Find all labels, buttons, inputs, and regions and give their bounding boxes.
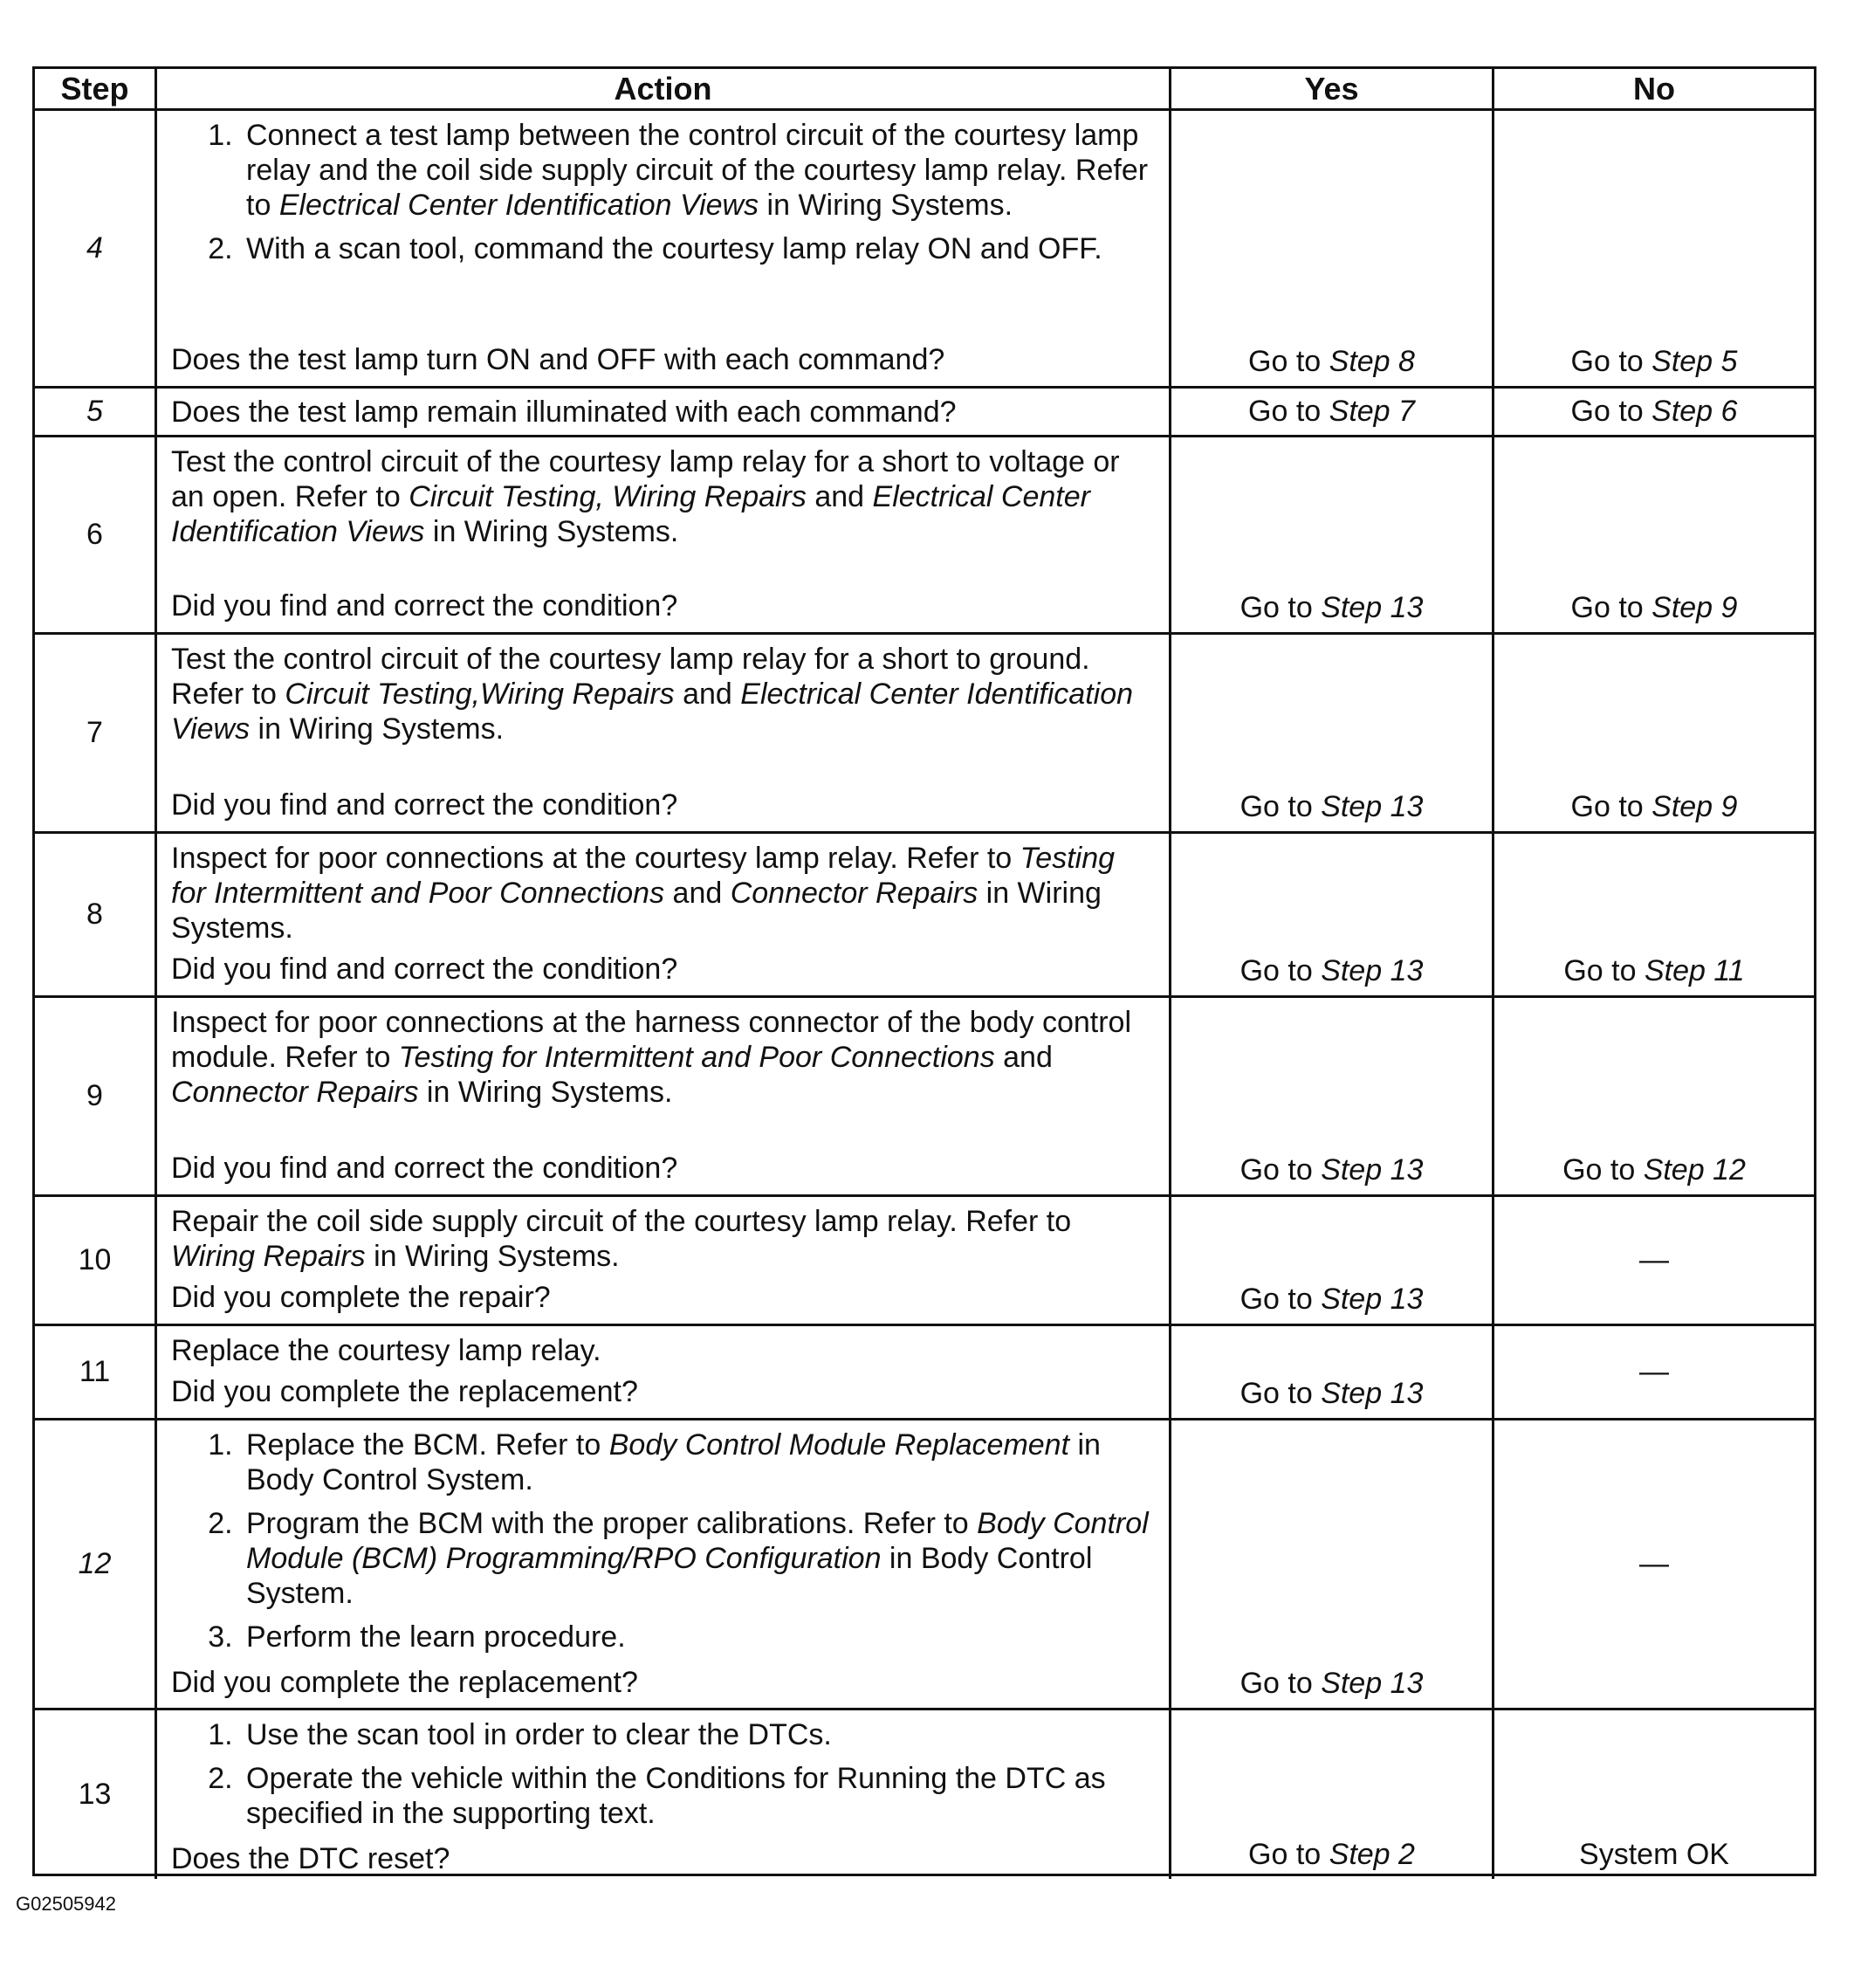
step-reference: Step 5 [1651, 345, 1738, 378]
text-run: Replace the BCM. Refer to [246, 1428, 609, 1462]
action-instruction [171, 1005, 1157, 1110]
reference-text: Connector Repairs [730, 877, 978, 910]
text-run: in Body Control System. [246, 1428, 1101, 1496]
step-number: 6 [35, 437, 157, 635]
text-run: Operate the vehicle within the Conditions for Running the DTC as specified in the supporting text. [246, 1762, 1106, 1830]
step-number: 5 [35, 389, 157, 437]
action-step-item [241, 1506, 1157, 1611]
text-run: and [994, 1041, 1053, 1074]
action-step-item [241, 1427, 1157, 1497]
result-text: — [1639, 1355, 1669, 1388]
result-text: — [1639, 1547, 1669, 1580]
text-run: Program the BCM with the proper calibrations. Refer to [246, 1507, 978, 1540]
step-reference: Step 9 [1651, 591, 1738, 624]
action-cell [157, 1420, 1171, 1710]
header-action: Action [157, 69, 1171, 111]
action-step-item [241, 1761, 1157, 1831]
action-cell [157, 1197, 1171, 1326]
step-reference: Step 13 [1321, 591, 1424, 624]
action-question: Did you complete the replacement? [171, 1666, 638, 1699]
reference-text: Wiring Repairs [171, 1240, 366, 1273]
text-run: in Body Control System. [246, 1542, 1093, 1610]
action-question: Did you complete the replacement? [171, 1375, 638, 1408]
text-run: and [674, 678, 741, 711]
step-number: 13 [35, 1710, 157, 1879]
action-cell [157, 111, 1171, 389]
text-run: Inspect for poor connections at the harness connector of the body control module. Refer to [171, 1006, 1132, 1074]
text-run: Test the control circuit of the courtesy lamp relay for a short to voltage or an open. Refer to [171, 445, 1120, 513]
text-run: Use the scan tool in order to clear the DTCs. [246, 1718, 832, 1751]
action-cell [157, 998, 1171, 1197]
action-steps [171, 1427, 1157, 1654]
reference-text: Testing for Intermittent and Poor Connections [398, 1041, 995, 1074]
step-number: 11 [35, 1326, 157, 1420]
result-text: Go to [1248, 1838, 1329, 1871]
result-text: Go to [1248, 395, 1329, 428]
text-run: Replace the courtesy lamp relay. [171, 1334, 601, 1367]
action-cell [157, 437, 1171, 635]
step-number: 4 [35, 111, 157, 389]
no-result [1494, 1326, 1814, 1420]
yes-result [1171, 635, 1494, 834]
action-steps [171, 1717, 1157, 1831]
text-run: in Wiring Systems. [418, 1076, 673, 1109]
step-reference: Step 9 [1651, 790, 1738, 823]
yes-result [1171, 1326, 1494, 1420]
yes-result [1171, 1197, 1494, 1326]
step-reference: Step 6 [1651, 395, 1738, 428]
result-text: Go to [1239, 591, 1322, 624]
text-run: Inspect for poor connections at the courtesy lamp relay. Refer to [171, 842, 1020, 875]
step-reference: Step 13 [1321, 790, 1424, 823]
step-reference: Step 12 [1643, 1153, 1746, 1187]
result-text: Go to [1239, 1377, 1322, 1410]
action-steps [171, 118, 1157, 266]
action-question: Did you complete the repair? [171, 1281, 551, 1314]
diagnostic-table [32, 66, 1816, 1876]
result-text: Go to [1562, 1153, 1644, 1187]
result-text: Go to [1248, 345, 1329, 378]
action-question: Did you find and correct the condition? [171, 788, 678, 822]
action-question: Did you find and correct the condition? [171, 953, 678, 986]
reference-text: Connector Repairs [171, 1076, 419, 1109]
reference-text: Body Control Module Replacement [608, 1428, 1070, 1462]
no-result [1494, 1197, 1814, 1326]
header-no: No [1494, 69, 1814, 111]
text-run: in Wiring Systems. [759, 189, 1013, 222]
action-instruction [171, 642, 1157, 746]
step-reference: Step 11 [1644, 954, 1745, 987]
reference-text: Circuit Testing,Wiring Repairs [285, 678, 675, 711]
no-result [1494, 437, 1814, 635]
yes-result [1171, 111, 1494, 389]
action-step-item [241, 231, 1157, 266]
action-step-item [241, 1620, 1157, 1654]
step-number: 10 [35, 1197, 157, 1326]
no-result [1494, 635, 1814, 834]
action-instruction [171, 1333, 1157, 1368]
action-cell [157, 1326, 1171, 1420]
action-question: Does the test lamp remain illuminated with each command? [171, 395, 957, 429]
step-number: 12 [35, 1420, 157, 1710]
action-cell [157, 389, 1171, 437]
action-cell [157, 834, 1171, 998]
step-reference: Step 2 [1329, 1838, 1415, 1871]
step-reference: Step 7 [1329, 395, 1415, 428]
text-run: and [664, 877, 731, 910]
figure-id: G02505942 [16, 1893, 116, 1915]
step-number: 7 [35, 635, 157, 834]
result-text: Go to [1570, 790, 1652, 823]
header-step: Step [35, 69, 157, 111]
action-question: Did you find and correct the condition? [171, 589, 678, 623]
no-result [1494, 389, 1814, 437]
result-text: System OK [1579, 1838, 1729, 1871]
reference-text: Electrical Center Identification Views [278, 189, 759, 222]
result-text: Go to [1570, 591, 1652, 624]
yes-result [1171, 834, 1494, 998]
result-text: Go to [1563, 954, 1645, 987]
yes-result [1171, 1420, 1494, 1710]
text-run: With a scan tool, command the courtesy lamp relay ON and OFF. [246, 232, 1102, 265]
yes-result [1171, 1710, 1494, 1879]
text-run: Test the control circuit of the courtesy lamp relay for a short to ground. Refer to [171, 643, 1090, 711]
result-text: Go to [1239, 790, 1322, 823]
action-cell [157, 635, 1171, 834]
text-run: Connect a test lamp between the control circuit of the courtesy lamp relay and the coil side supply circuit of the courtesy lamp relay. Refer to [246, 119, 1149, 222]
yes-result [1171, 389, 1494, 437]
step-reference: Step 13 [1321, 1377, 1424, 1410]
step-reference: Step 8 [1329, 345, 1415, 378]
step-reference: Step 13 [1321, 1153, 1424, 1187]
result-text: Go to [1239, 1667, 1322, 1700]
action-question: Does the test lamp turn ON and OFF with each command? [171, 343, 945, 376]
no-result [1494, 111, 1814, 389]
no-result [1494, 834, 1814, 998]
text-run: and [806, 480, 873, 513]
action-instruction [171, 841, 1157, 946]
step-reference: Step 13 [1321, 954, 1424, 987]
header-yes: Yes [1171, 69, 1494, 111]
result-text: Go to [1239, 1153, 1322, 1187]
action-instruction [171, 1204, 1157, 1274]
step-reference: Step 13 [1321, 1667, 1424, 1700]
text-run: in Wiring Systems. [424, 515, 679, 548]
result-text: Go to [1570, 345, 1652, 378]
action-instruction [171, 444, 1157, 549]
action-question: Does the DTC reset? [171, 1842, 450, 1875]
result-text: Go to [1239, 954, 1322, 987]
no-result [1494, 998, 1814, 1197]
step-number: 8 [35, 834, 157, 998]
result-text: Go to [1570, 395, 1652, 428]
action-question: Did you find and correct the condition? [171, 1152, 678, 1185]
step-number: 9 [35, 998, 157, 1197]
reference-text: Circuit Testing, Wiring Repairs [409, 480, 807, 513]
yes-result [1171, 998, 1494, 1197]
text-run: Repair the coil side supply circuit of the courtesy lamp relay. Refer to [171, 1205, 1072, 1238]
yes-result [1171, 437, 1494, 635]
text-run: Perform the learn procedure. [246, 1620, 626, 1654]
result-text: — [1639, 1243, 1669, 1276]
step-reference: Step 13 [1321, 1283, 1424, 1316]
no-result [1494, 1420, 1814, 1710]
text-run: in Wiring Systems. [365, 1240, 620, 1273]
action-step-item [241, 1717, 1157, 1752]
reference-text: Electrical Center Identification Views [171, 480, 1090, 548]
action-cell [157, 1710, 1171, 1879]
reference-text: Testing for Intermittent and Poor Connections [171, 842, 1116, 910]
text-run: in Wiring Systems. [171, 877, 1102, 945]
text-run: in Wiring Systems. [250, 712, 505, 746]
result-text: Go to [1239, 1283, 1322, 1316]
reference-text: Electrical Center Identification Views [171, 678, 1134, 746]
no-result [1494, 1710, 1814, 1879]
reference-text: Body Control Module (BCM) Programming/RPO Configuration [246, 1507, 1149, 1575]
action-step-item [241, 118, 1157, 223]
